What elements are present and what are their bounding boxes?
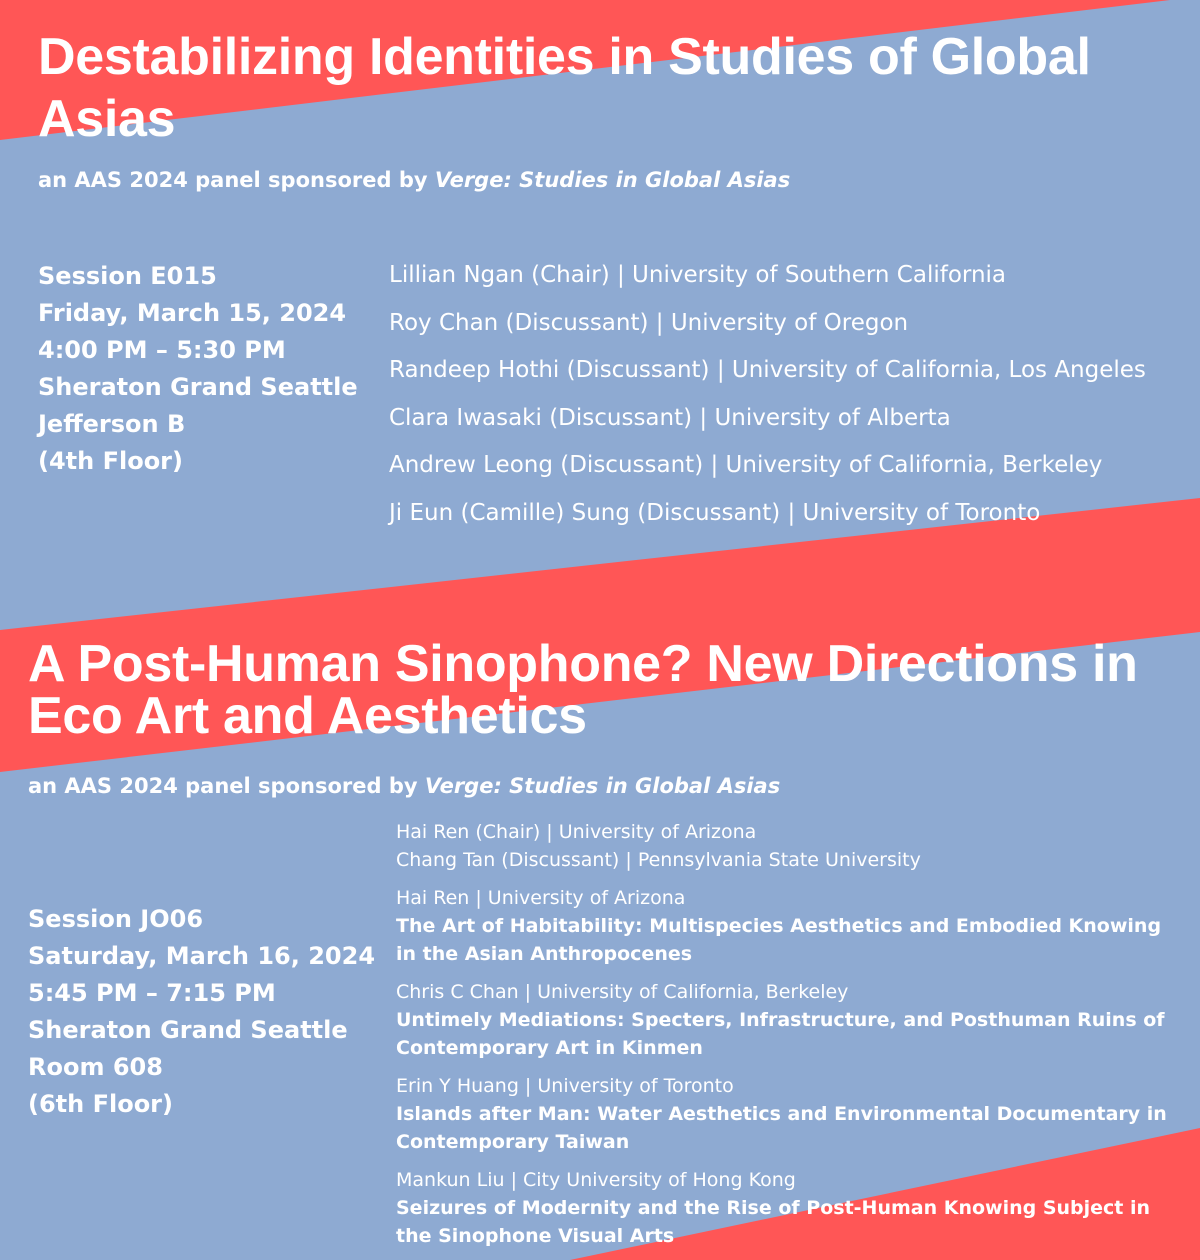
panel1-subtitle — [38, 166, 790, 194]
panel1-title: Destabilizing Identities in Studies of Global Asias — [38, 28, 1091, 148]
panel2-subtitle — [28, 772, 780, 800]
presenter — [396, 1072, 1186, 1156]
session-line: (6th Floor) — [28, 1090, 173, 1118]
presenter — [396, 978, 1186, 1062]
session-line: Session JO06 — [28, 905, 204, 933]
discussant-line: Chang Tan (Discussant) | Pennsylvania State University — [396, 849, 921, 871]
panel1-session-info — [38, 258, 358, 480]
paper-title: Seizures of Modernity and the Rise of Post-Human Knowing Subject in the Sinophone Visual Arts — [396, 1197, 1151, 1247]
participant: Ji Eun (Camille) Sung (Discussant) | University of Toronto — [389, 499, 1041, 526]
participant: Roy Chan (Discussant) | University of Oregon — [389, 309, 909, 336]
presenter-name: Hai Ren | University of Arizona — [396, 887, 686, 909]
session-line: Sheraton Grand Seattle — [38, 373, 358, 401]
participant: Lillian Ngan (Chair) | University of Southern California — [389, 262, 1007, 288]
panel1-journal-name: Verge: Studies in Global Asias — [434, 168, 791, 192]
session-line: Sheraton Grand Seattle — [28, 1016, 348, 1044]
presenter-name: Erin Y Huang | University of Toronto — [396, 1075, 734, 1097]
participant: Clara Iwasaki (Discussant) | University of Alberta — [389, 404, 951, 431]
paper-title: Islands after Man: Water Aesthetics and Environmental Documentary in Contemporary Taiwan — [396, 1103, 1167, 1153]
presenter — [396, 884, 1186, 968]
panel2-session-info — [28, 901, 375, 1123]
presenter — [396, 1166, 1186, 1250]
panel2-journal-name: Verge: Studies in Global Asias — [424, 774, 781, 798]
chair-line: Hai Ren (Chair) | University of Arizona — [396, 821, 757, 843]
session-line: Jefferson B — [38, 410, 186, 438]
session-line: (4th Floor) — [38, 447, 183, 475]
panel2-title: A Post-Human Sinophone? New Directions in Eco Art and Aesthetics — [28, 635, 1138, 745]
panel2-participants — [396, 818, 1186, 1260]
presenter-name: Mankun Liu | City University of Hong Kong — [396, 1169, 796, 1191]
session-line: Saturday, March 16, 2024 — [28, 942, 376, 970]
panel2-subtitle-prefix: an AAS 2024 panel sponsored by — [28, 774, 425, 798]
panel1-subtitle-prefix: an AAS 2024 panel sponsored by — [38, 168, 435, 192]
session-line: 4:00 PM – 5:30 PM — [38, 336, 286, 364]
participant: Randeep Hothi (Discussant) | University of California, Los Angeles — [389, 357, 1146, 383]
session-line: Session E015 — [38, 262, 217, 290]
session-line: 5:45 PM – 7:15 PM — [28, 979, 276, 1007]
paper-title: Untimely Mediations: Specters, Infrastructure, and Posthuman Ruins of Contemporary Art in Kinmen — [396, 1009, 1165, 1059]
session-line: Friday, March 15, 2024 — [38, 299, 347, 327]
presenter-name: Chris C Chan | University of California, Berkeley — [396, 981, 849, 1003]
paper-title: The Art of Habitability: Multispecies Aesthetics and Embodied Knowing in the Asian Anthropocenes — [396, 915, 1162, 965]
panel2-chairs — [396, 818, 1186, 874]
session-line: Room 608 — [28, 1053, 163, 1081]
participant: Andrew Leong (Discussant) | University of California, Berkeley — [389, 452, 1103, 478]
panel1-participants — [389, 252, 1146, 537]
